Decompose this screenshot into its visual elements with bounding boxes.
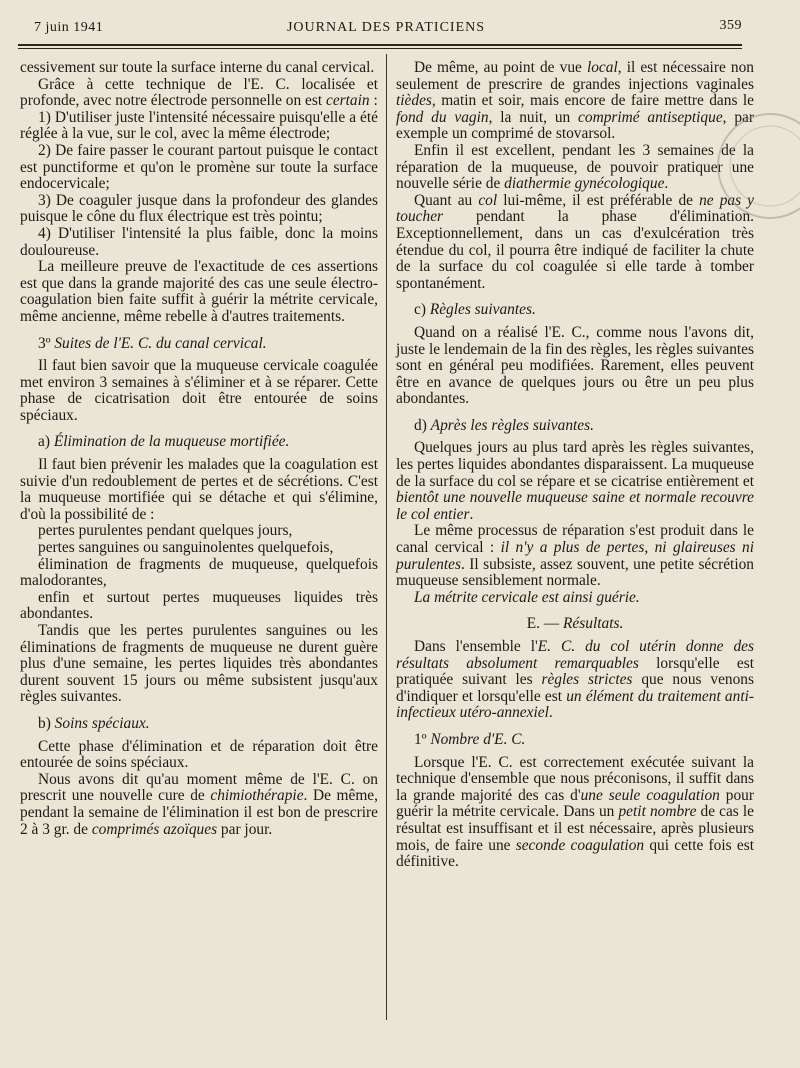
section-heading: E. — Résultats. xyxy=(526,615,624,633)
header-rule xyxy=(18,44,742,49)
paragraph: Lorsque l'E. C. est correctement exécutée suivant la technique d'ensemble que nous préconisons, il suffit dans la grande majorité des cas d'une seule coagulation pour guérir la métrite cervicale. Dans un petit nombre de cas le résultat est insuffisant et il est nécessaire, après plusieurs mois, de faire une seconde coagulation qui cette fois est définitive. xyxy=(396,753,755,871)
paragraph: De même, au point de vue local, il est nécessaire non seulement de prescrire de grandes injections vaginales tièdes, matin et soir, mais encore de faire mettre dans le fond du vagin, la nuit, un comprimé antiseptique, par exemple un comprimé de stovarsol. xyxy=(396,59,754,143)
paragraph: Quant au col lui-même, il est préférable de ne pas y toucher pendant la phase d'élimination. Exceptionnellement, dans un cas d'exulcération très étendue du col, il pourra être indiqué de faciliter la chute de la surface du col coagulée si elle tarde à tomber spontanément. xyxy=(396,191,755,292)
paragraph: Quelques jours au plus tard après les règles suivantes, les pertes liquides abondantes disparaissent. La muqueuse de la surface du col se répare et se cicatrise entièrement et bientôt une nouvelle muqueuse saine et normale recouvre le col entier. xyxy=(396,439,754,523)
section-heading: b) Soins spéciaux. xyxy=(38,714,150,732)
running-header xyxy=(30,18,742,42)
list-item: enfin et surtout pertes muqueuses liquides très abondantes. xyxy=(20,588,378,623)
list-item: pertes sanguines ou sanguinolentes quelquefois, xyxy=(38,539,334,557)
paragraph: Cette phase d'élimination et de réparation doit être entourée de soins spéciaux. xyxy=(20,737,378,772)
paragraph: La meilleure preuve de l'exactitude de ces assertions est que dans la grande majorité des cas une seule électro-coagulation bien faite suffit à guérir la métrite cervicale, même ancienne, même rebelle à d'autres traitements. xyxy=(20,258,378,325)
left-column xyxy=(20,60,378,838)
paragraph: Grâce à cette technique de l'E. C. localisée et profonde, avec notre électrode personnelle on est certain : xyxy=(20,75,378,110)
list-item: 1) D'utiliser juste l'intensité nécessaire puisqu'elle a été réglée à la vue, sur le col, avec la même électrode; xyxy=(20,108,378,143)
section-heading: c) Règles suivantes. xyxy=(414,301,536,319)
paragraph: Il faut bien savoir que la muqueuse cervicale coagulée met environ 3 semaines à s'éliminer et à se réparer. Cette phase de cicatrisation doit être entourée de soins spéciaux. xyxy=(20,357,378,424)
paragraph: Enfin il est excellent, pendant les 3 semaines de la réparation de la muqueuse, de pouvoir pratiquer une nouvelle série de diathermie gynécologique. xyxy=(396,141,754,193)
list-item: 4) D'utiliser l'intensité la plus faible, donc la moins douloureuse. xyxy=(20,224,378,259)
section-heading: 3º Suites de l'E. C. du canal cervical. xyxy=(38,334,267,352)
section-heading: d) Après les règles suivantes. xyxy=(414,416,594,434)
paragraph: La métrite cervicale est ainsi guérie. xyxy=(414,588,640,606)
right-column xyxy=(396,60,754,871)
paragraph: Nous avons dit qu'au moment même de l'E. C. on prescrit une nouvelle cure de chimiothérapie. De même, pendant la semaine de l'élimination il est bon de prescrire 2 à 3 gr. de comprimés azoïques par jour. xyxy=(20,770,378,838)
column-divider xyxy=(386,54,387,1020)
paragraph: Tandis que les pertes purulentes sanguines ou les éliminations de fragments de muqueuse ne durent guère plus d'une semaine, les pertes liquides très abondantes durent souvent 15 jours ou même subsistent jusqu'aux règles suivantes. xyxy=(20,622,378,706)
paragraph: Quand on a réalisé l'E. C., comme nous l'avons dit, juste le lendemain de la fin des règles, les règles suivantes sont en général peu modifiées. Rarement, elles peuvent être en avance de quelques jours ou être un peu plus abondantes. xyxy=(396,323,754,408)
list-item: élimination de fragments de muqueuse, quelquefois malodorantes, xyxy=(20,555,378,590)
header-date: 7 juin 1941 xyxy=(34,20,104,35)
paragraph: Il faut bien prévenir les malades que la coagulation est suivie d'un redoublement de pertes et de sécrétions. C'est la muqueuse mortifiée qui se détache et qui s'élimine, d'où la possibilité de : xyxy=(20,456,378,523)
journal-title: JOURNAL DES PRATICIENS xyxy=(286,20,486,35)
list-item: 3) De coaguler jusque dans la profondeur des glandes puisque le cône du flux électrique est très pointu; xyxy=(20,191,378,226)
page-number: 359 xyxy=(719,18,742,33)
paragraph: cessivement sur toute la surface interne du canal cervical. xyxy=(20,59,375,76)
list-item: pertes purulentes pendant quelques jours, xyxy=(38,522,293,540)
section-heading: a) Élimination de la muqueuse mortifiée. xyxy=(38,433,290,451)
paragraph: Dans l'ensemble l'E. C. du col utérin donne des résultats absolument remarquables lorsqu'elle est pratiquée suivant les règles strictes que nous venons d'indiquer et lorsqu'elle est un élément du traitement anti-infectieux utéro-annexiel. xyxy=(396,638,754,722)
list-item: 2) De faire passer le courant partout puisque le contact est punctiforme et qu'on le promène sur toute la surface endocervicale; xyxy=(20,141,378,193)
section-heading: 1º Nombre d'E. C. xyxy=(414,730,526,748)
paragraph: Le même processus de réparation s'est produit dans le canal cervical : il n'y a plus de pertes, ni glaireuses ni purulentes. Il subsiste, assez souvent, une petite sécrétion muqueuse sensiblement normale. xyxy=(396,522,754,590)
